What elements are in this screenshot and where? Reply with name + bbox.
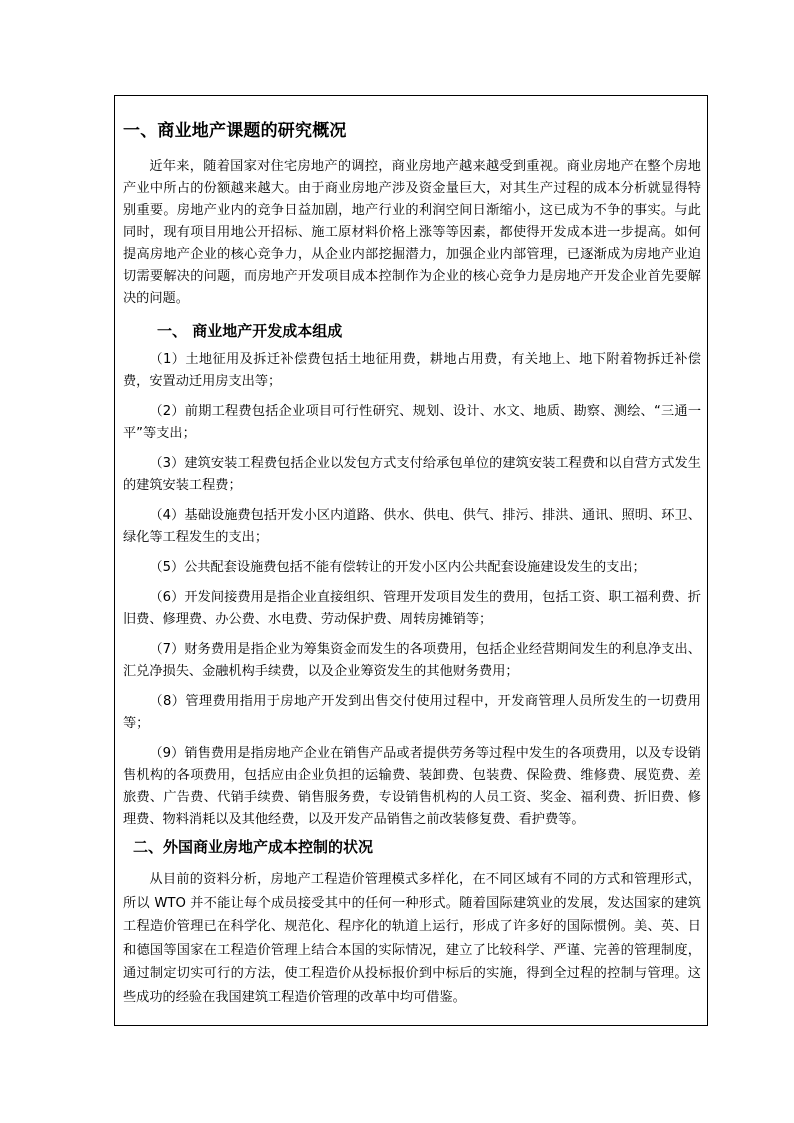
section-heading-cost-composition: 一、 商业地产开发成本组成 [157, 322, 343, 340]
closing-paragraph: 从目前的资料分析，房地产工程造价管理模式多样化，在不同区域有不同的方式和管理形式，所以 WTO 并不能让每个成员接受其中的任何一种形式。随着国际建筑业的发展，发达国家的建筑工程造价管理已在科学化、规范化、程序化的轨道上运行，形成了许多好的国际惯例。美、英、日和德国等国家在工程造价管理上结合本国的实际情况，建立了比较科学、严谨、完善的管理制度，通过制定切实可行的方法，使工程造价从投标报价到中标后的实施，得到全过程的控制与管理。这些成功的经验在我国建筑工程造价管理的改革中均可借鉴。 [123, 872, 701, 1005]
section-heading-foreign-cost-control: 二、外国商业房地产成本控制的状况 [133, 838, 374, 856]
cost-item-8: （8）管理费用指用于房地产开发到出售交付使用过程中，开发商管理人员所发生的一切费用等； [123, 694, 701, 731]
cost-item-5: （5）公共配套设施费包括不能有偿转让的开发小区内公共配套设施建设发生的支出； [149, 560, 646, 575]
cost-item-6: （6）开发间接费用是指企业直接组织、管理开发项目发生的费用，包括工资、职工福利费、折旧费、修理费、办公费、水电费、劳动保护费、周转房摊销等； [123, 590, 701, 627]
cost-item-9: （9）销售费用是指房地产企业在销售产品或者提供劳务等过程中发生的各项费用，以及专设销售机构的各项费用，包括应由企业负担的运输费、装卸费、包装费、保险费、维修费、展览费、差旅费、广告费、代销手续费、销售服务费，专设销售机构的人员工资、奖金、福利费、折旧费、修理费、物料消耗以及其他经费，以及开发产品销售之前改装修复费、看护费等。 [123, 746, 701, 827]
cost-item-7: （7）财务费用是指企业为筹集资金而发生的各项费用，包括企业经营期间发生的利息净支出、汇兑净损失、金融机构手续费，以及企业筹资发生的其他财务费用； [123, 642, 701, 679]
cost-item-3: （3）建筑安装工程费包括企业以发包方式支付给承包单位的建筑安装工程费和以自营方式发生的建筑安装工程费； [123, 456, 701, 493]
cost-item-4: （4）基础设施费包括开发小区内道路、供水、供电、供气、排污、排洪、通讯、照明、环卫、绿化等工程发生的支出； [123, 508, 701, 545]
cost-item-2: （2）前期工程费包括企业项目可行性研究、规划、设计、水文、地质、勘察、测绘、“三通一平”等支出； [123, 404, 701, 441]
intro-paragraph: 近年来，随着国家对住宅房地产的调控，商业房地产越来越受到重视。商业房地产在整个房地产业中所占的份额越来越大。由于商业房地产涉及资金量巨大，对其生产过程的成本分析就显得特别重要。房地产业内的竞争日益加剧，地产行业的利润空间日渐缩小，这已成为不争的事实。与此同时，现有项目用地公开招标、施工原材料价格上涨等等因素，都使得开发成本进一步提高。如何提高房地产企业的核心竞争力，从企业内部挖掘潜力，加强企业内部管理，已逐渐成为房地产业迫切需要解决的问题，而房地产开发项目成本控制作为企业的核心竞争力是房地产开发企业首先要解决的问题。 [123, 159, 701, 306]
section-heading-research-overview: 一、商业地产课题的研究概况 [123, 121, 347, 141]
cost-item-1: （1）土地征用及拆迁补偿费包括土地征用费，耕地占用费，有关地上、地下附着物拆迁补偿费，安置动迁用房支出等； [123, 352, 701, 389]
document-frame [114, 95, 708, 1026]
